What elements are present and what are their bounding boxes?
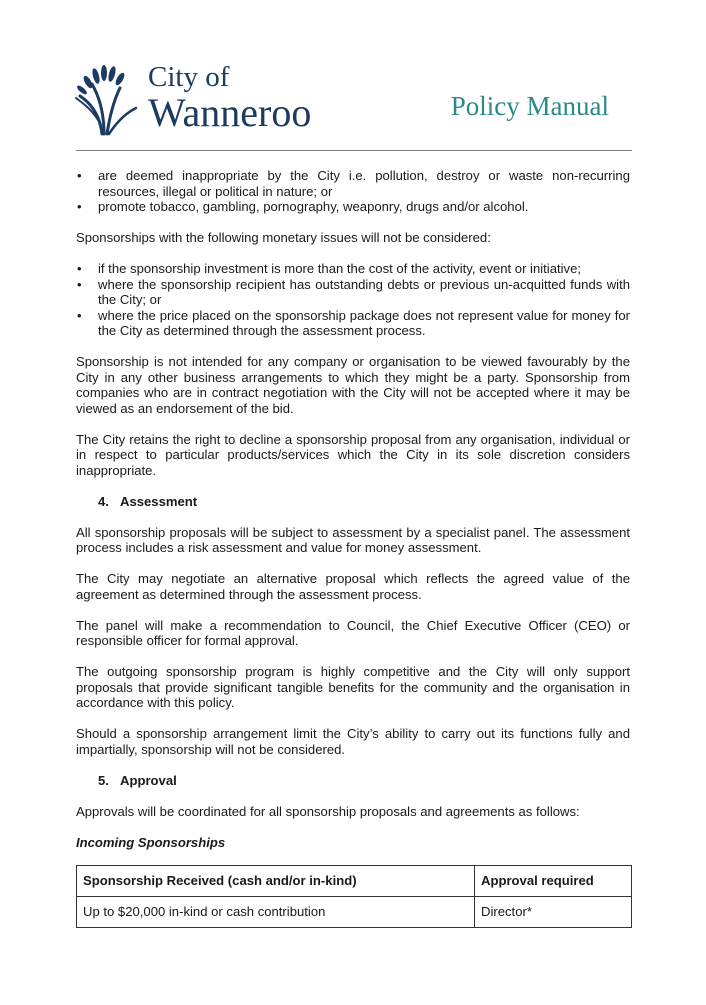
policy-manual-title: Policy Manual [450,91,609,121]
header-divider [76,150,632,151]
list-item: • if the sponsorship investment is more than the cost of the activity, event or initiative; [77,261,582,276]
favour-paragraph: Sponsorship is not intended for any company or organisation to be viewed favourably by the City in any other business arrangements to which they might be a party. Sponsorship from companies who are in contract negotiation with the City will not be accepted where it may be viewed as an endorsement of the bid. [76,354,630,416]
bullet-icon: • [77,307,82,323]
bullet-icon: • [77,261,82,276]
page-header [0,0,706,152]
incoming-sponsorships-subheading: Incoming Sponsorships [76,834,226,850]
monetary-intro: Sponsorships with the following monetary issues will not be considered: [76,230,491,245]
wanneroo-flower-icon [74,64,144,136]
table-cell: Director* [475,897,632,928]
decline-paragraph: The City retains the right to decline a sponsorship proposal from any organisation, individual or in respect to particular products/services which the City in its sole discretion considers inappropriate. [76,431,630,478]
section-5-heading: 5. Approval [98,772,177,788]
section-4-heading: 4. Assessment [98,493,198,509]
document-body [76,168,630,928]
logo-wanneroo-text: Wanneroo [148,90,312,135]
table-header-row [77,866,632,897]
table-cell: Up to $20,000 in-kind or cash contribution [77,897,475,928]
logo-city-text: City of [148,61,230,93]
list-item: • where the price placed on the sponsorship package does not represent value for money for the City as determined through the assessment process. [77,307,630,338]
approval-intro: Approvals will be coordinated for all sponsorship proposals and agreements as follows: [76,803,580,819]
column-header: Sponsorship Received (cash and/or in-kind) [77,866,475,897]
assessment-paragraph: The City may negotiate an alternative proposal which reflects the agreed value of the agreement as determined through the assessment process. [76,571,630,602]
approvals-table [76,865,632,928]
list-item: • where the sponsorship recipient has outstanding debts or previous un-acquitted funds with the City; or [77,276,630,307]
assessment-paragraph: Should a sponsorship arrangement limit the City’s ability to carry out its functions fully and impartially, sponsorship will not be considered. [76,726,630,757]
list-item: • promote tobacco, gambling, pornography, weaponry, drugs and/or alcohol. [77,199,529,214]
assessment-paragraph: The panel will make a recommendation to Council, the Chief Executive Officer (CEO) or responsible officer for formal approval. [76,617,630,648]
bullet-icon: • [77,168,82,183]
city-logo [74,60,324,140]
monetary-issues-list [76,261,630,339]
list-item: • are deemed inappropriate by the City i.e. pollution, destroy or waste non-recurring resources, illegal or political in nature; or [77,168,630,199]
inappropriate-list [76,168,630,215]
bullet-icon: • [77,276,82,292]
assessment-paragraph: The outgoing sponsorship program is highly competitive and the City will only support proposals that provide significant tangible benefits for the community and the organisation in accordance with this policy. [76,664,630,710]
column-header: Approval required [475,866,632,897]
table-row [77,897,632,928]
bullet-icon: • [77,199,82,214]
assessment-paragraph: All sponsorship proposals will be subject to assessment by a specialist panel. The assessment process includes a risk assessment and value for money assessment. [76,524,630,555]
